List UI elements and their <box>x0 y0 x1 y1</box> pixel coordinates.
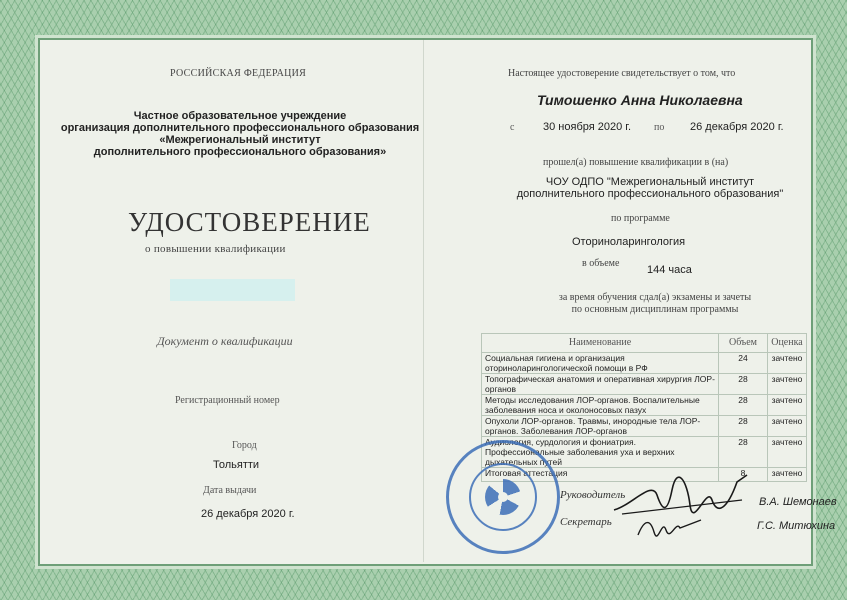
header-hours: Объем <box>719 334 768 353</box>
redacted-number <box>170 279 295 301</box>
row-name: Аудиология, сурдология и фониатрия. Профессиональные заболевания уха и верхних дыхательных путей <box>482 437 719 468</box>
row-name: Опухоли ЛОР-органов. Травмы, инородные тела ЛОР-органов. Заболевания ЛОР-органов <box>482 416 719 437</box>
row-name: Социальная гигиена и организация оториноларингологической помощи в РФ <box>482 353 719 374</box>
row-name: Топографическая анатомия и оперативная хирургия ЛОР-органов <box>482 374 719 395</box>
exams-line-2: по основным дисциплинам программы <box>571 304 739 315</box>
row-grade: зачтено <box>768 374 807 395</box>
table-row <box>482 416 807 437</box>
document-title: УДОСТОВЕРЕНИЕ <box>128 207 371 237</box>
volume-value: 144 часа <box>647 264 692 276</box>
row-grade: зачтено <box>768 416 807 437</box>
row-name: Методы исследования ЛОР-органов. Воспалительные заболевания носа и околоносовых пазух <box>482 395 719 416</box>
row-grade: зачтено <box>768 468 807 482</box>
issue-date-value: 26 декабря 2020 г. <box>201 508 295 520</box>
to-label: по <box>654 122 665 133</box>
secretary-name: Г.С. Митюхина <box>757 520 836 532</box>
document-subtitle: о повышении квалификации <box>145 243 286 255</box>
row-grade: зачтено <box>768 395 807 416</box>
institution-line-1: ЧОУ ОДПО "Межрегиональный институт <box>545 176 755 188</box>
institution-stamp <box>446 440 560 554</box>
row-hours: 8 <box>719 468 768 482</box>
table-header-row <box>482 334 807 353</box>
exams-line-1: за время обучения сдал(а) экзамены и зачеты <box>558 292 752 303</box>
row-grade: зачтено <box>768 353 807 374</box>
center-fold <box>423 38 424 562</box>
row-grade: зачтено <box>768 437 807 468</box>
header-name: Наименование <box>482 334 719 353</box>
row-name: Итоговая аттестация <box>482 468 719 482</box>
qualification-doc-label: Документ о квалификации <box>157 334 293 348</box>
intro-text: Настоящее удостоверение свидетельствует о том, что <box>508 68 736 79</box>
volume-label: в объеме <box>582 258 620 269</box>
row-hours: 28 <box>719 416 768 437</box>
table-row <box>482 353 807 374</box>
institution-line-2: дополнительного профессионального образования" <box>516 188 784 200</box>
org-line-1: Частное образовательное учреждение <box>133 110 347 122</box>
exams-text <box>500 292 810 316</box>
from-date: 30 ноября 2020 г. <box>543 121 631 133</box>
passed-text: прошел(а) повышение квалификации в (на) <box>543 157 729 168</box>
secretary-label: Секретарь <box>560 516 612 528</box>
city-label: Город <box>232 440 257 451</box>
organization-name <box>60 110 420 158</box>
institution-name <box>500 176 800 200</box>
row-hours: 28 <box>719 374 768 395</box>
row-hours: 28 <box>719 395 768 416</box>
org-line-3: «Межрегиональный институт <box>159 134 321 146</box>
program-value: Оториноларингология <box>572 236 686 248</box>
holder-name: Тимошенко Анна Николаевна <box>537 92 743 108</box>
stamp-center <box>498 492 508 502</box>
table-row <box>482 395 807 416</box>
stamp-inner-ring <box>469 463 537 531</box>
issue-date-label: Дата выдачи <box>203 485 257 496</box>
to-date: 26 декабря 2020 г. <box>690 121 784 133</box>
program-label: по программе <box>611 213 670 224</box>
row-hours: 24 <box>719 353 768 374</box>
registration-label: Регистрационный номер <box>175 395 280 406</box>
country-heading: РОССИЙСКАЯ ФЕДЕРАЦИЯ <box>170 68 307 79</box>
row-hours: 28 <box>719 437 768 468</box>
city-value: Тольятти <box>213 459 260 471</box>
head-name: В.А. Шемонаев <box>759 496 837 508</box>
head-label: Руководитель <box>560 489 626 501</box>
header-grade: Оценка <box>768 334 807 353</box>
org-line-4: дополнительного профессионального образования» <box>93 146 387 158</box>
secretary-signature <box>636 510 706 540</box>
table-row <box>482 374 807 395</box>
from-label: с <box>510 122 515 133</box>
org-line-2: организация дополнительного профессионального образования <box>60 122 420 134</box>
